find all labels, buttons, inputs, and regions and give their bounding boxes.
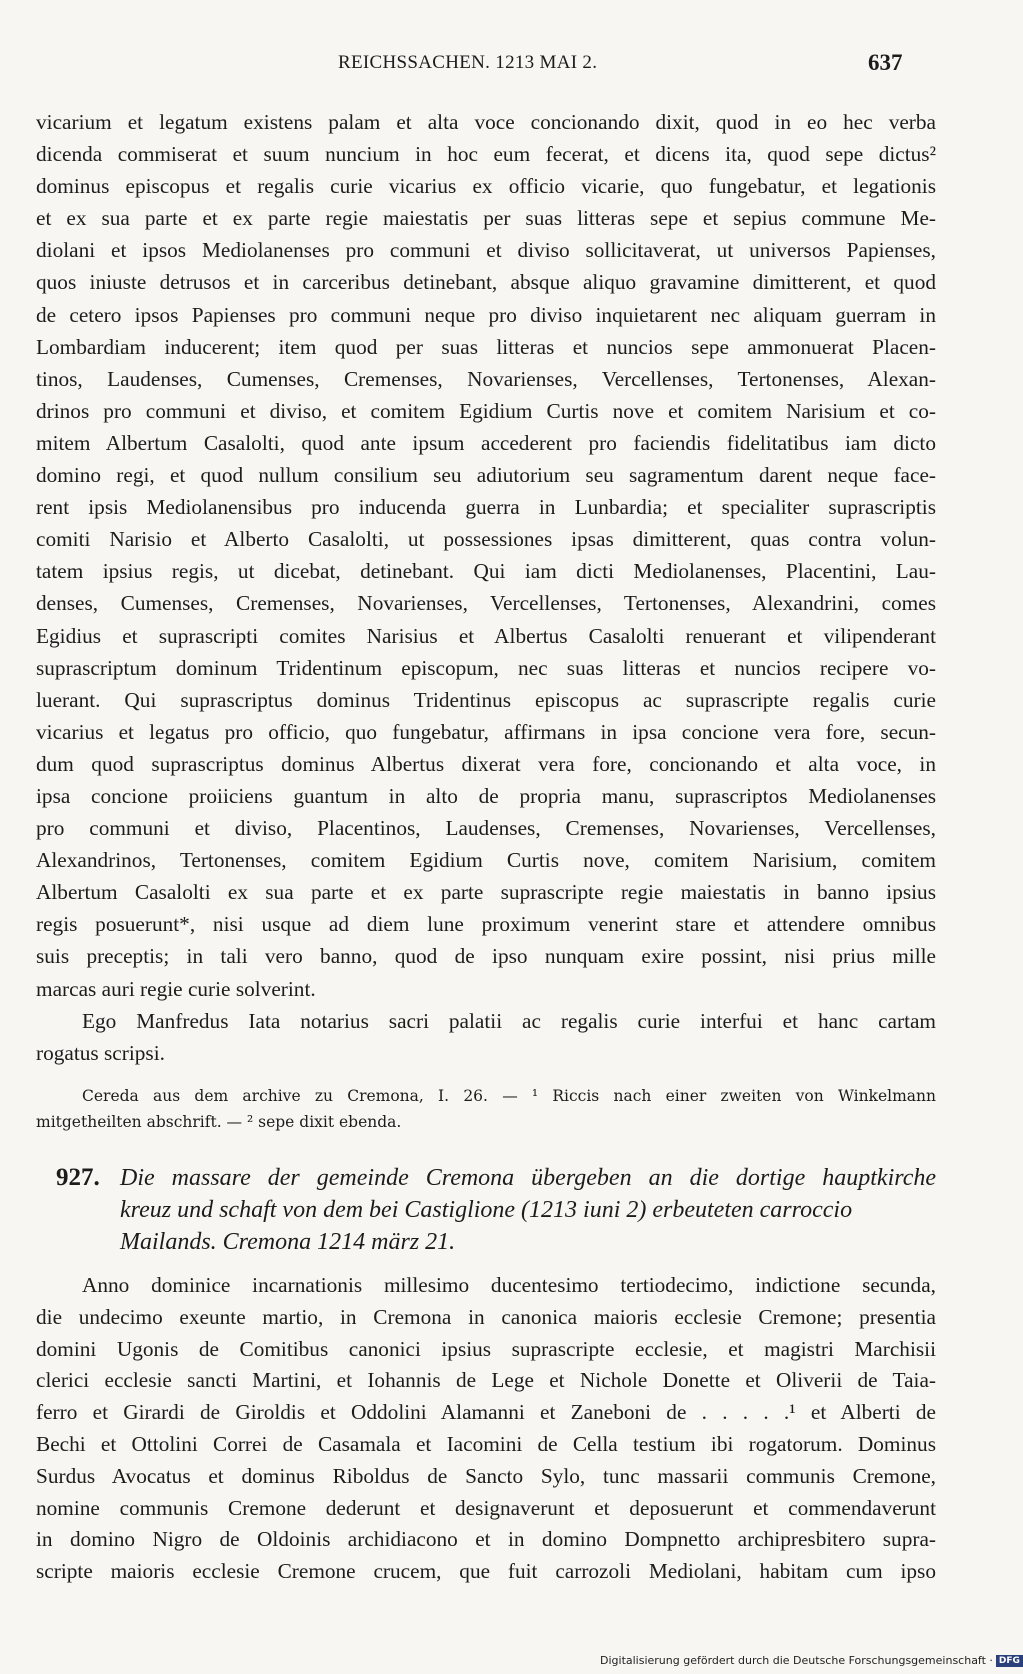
document-number: 927. [56, 1164, 100, 1191]
text-line: tinos, Laudenses, Cumenses, Cremenses, Novarienses, Vercellenses, Tertonenses, Alexan- [36, 366, 936, 391]
heading-line: kreuz und schaft von dem bei Castiglione (1213 iuni 2) erbeuteten carroccio [120, 1197, 853, 1223]
text-line: ferro et Girardi de Giroldis et Oddolini Alamanni et Zaneboni de . . . . .¹ et Alberti de [36, 1400, 936, 1425]
body-text [36, 106, 936, 1069]
text-line: de cetero ipsos Papienses pro communi neque pro diviso inquietarent nec aliquam guerram in [36, 302, 936, 327]
text-line: clerici ecclesie sancti Martini, et Iohannis de Lege et Nichole Donette et Oliverii de Taia- [36, 1368, 936, 1393]
document-heading [56, 1162, 936, 1258]
text-line: scripte maioris ecclesie Cremone crucem, que fuit carrozoli Mediolani, habitam cum ipso [36, 1559, 936, 1584]
text-line: ipsa concione proiiciens guantum in alto de propria manu, suprascriptos Mediolanenses [36, 783, 936, 808]
text-line: comiti Narisio et Alberto Casalolti, ut possessiones ipsas dimitterent, quas contra volun- [36, 527, 936, 552]
text-line: dicenda commiserat et suum nuncium in hoc eum fecerat, et dicens ita, quod sepe dictus² [36, 142, 936, 167]
text-line: suis preceptis; in tali vero banno, quod de ipso nunquam exire possint, nisi prius mille [36, 944, 936, 969]
running-head: REICHSSACHEN. 1213 MAI 2. [338, 52, 598, 73]
text-line: Lombardiam inducerent; item quod per suas litteras et nuncios sepe ammonuerat Placen- [36, 334, 936, 359]
text-line: vicarium et legatum existens palam et alta voce concionando dixit, quod in eo hec verba [36, 110, 936, 134]
footnote-line: Cereda aus dem archive zu Cremona, I. 26. — ¹ Riccis nach einer zweiten von Winkelmann [82, 1087, 936, 1105]
text-line: Bechi et Ottolini Correi de Casamala et Iacomini de Cella testium ibi rogatorum. Dominus [36, 1431, 936, 1456]
footnote-line: mitgetheilten abschrift. — ² sepe dixit ebenda. [36, 1113, 402, 1131]
digitization-credit [600, 1654, 1023, 1667]
text-line: Albertum Casalolti ex sua parte et ex parte suprascripte regie maiestatis in banno ipsius [36, 880, 936, 905]
text-line: drinos pro communi et diviso, et comitem Egidium Curtis nove et comitem Narisium et co- [36, 398, 936, 423]
text-line: et ex sua parte et ex parte regie maiestatis per suas litteras sepe et sepius commune Me- [36, 206, 936, 231]
text-line: domino regi, et quod nullum consilium seu adiutorium seu sagramentum darent neque face- [36, 463, 936, 488]
text-line: luerant. Qui suprascriptus dominus Tridentinus episcopus ac suprascripte regalis curie [36, 687, 936, 712]
text-line: nomine communis Cremone dederunt et designaverunt et deposuerunt et commendaverunt [36, 1495, 936, 1520]
page-header [0, 50, 1000, 80]
heading-line: Mailands. Cremona 1214 märz 21. [120, 1229, 456, 1255]
text-line: regis posuerunt*, nisi usque ad diem lune proximum venerint stare et attendere omnibus [36, 912, 936, 937]
credit-text: Digitalisierung gefördert durch die Deutsche Forschungsgemeinschaft · [600, 1654, 993, 1667]
text-line: dominus episcopus et regalis curie vicarius ex officio vicarie, quo fungebatur, et legationis [36, 174, 936, 199]
text-line: denses, Cumenses, Cremenses, Novarienses, Vercellenses, Tertonenses, Alexandrini, comes [36, 591, 936, 616]
text-line: suprascriptum dominum Tridentinum episcopum, nec suas litteras et nuncios recipere vo- [36, 655, 936, 680]
heading-text: Die massare der gemeinde Cremona übergeben an die dortige hauptkirche [120, 1165, 936, 1191]
text-line: dum quod suprascriptus dominus Albertus dixerat vera fore, concionando et alta voce, in [36, 751, 936, 776]
text-line: Egidius et suprascripti comites Narisius et Albertus Casalolti renuerant et vilipenderant [36, 623, 936, 648]
text-line: mitem Albertum Casalolti, quod ante ipsum accederent pro faciendis fidelitatibus iam dicto [36, 430, 936, 455]
signature-line: rogatus scripsi. [36, 1040, 165, 1065]
text-line: domini Ugonis de Comitibus canonici ipsius suprascripte ecclesie, et magistri Marchisii [36, 1336, 936, 1361]
text-line: vicarius et legatus pro officio, quo fungebatur, affirmans in ipsa concione vera fore, secun- [36, 719, 936, 744]
text-line: diolani et ipsos Mediolanenses pro communi et diviso sollicitaverat, ut universos Papienses, [36, 238, 936, 263]
signature-line: Ego Manfredus Iata notarius sacri palatii ac regalis curie interfui et hanc cartam [82, 1008, 936, 1033]
dfg-logo-icon: DFG [996, 1655, 1023, 1667]
document-body [36, 1270, 936, 1588]
text-line: marcas auri regie curie solverint. [36, 976, 316, 1001]
text-line: rent ipsis Mediolanensibus pro inducenda guerra in Lunbardia; et specialiter suprascriptis [36, 495, 936, 520]
footnotes [36, 1083, 936, 1135]
text-line: tatem ipsius regis, ut dicebat, detinebant. Qui iam dicti Mediolanenses, Placentini, Lau- [36, 559, 936, 584]
text-line: pro communi et diviso, Placentinos, Laudenses, Cremenses, Novarienses, Vercellenses, [36, 816, 936, 841]
text-line: quos iniuste detrusos et in carceribus detinebant, absque aliquo gravamine dimitterent, et quod [36, 270, 936, 295]
text-line: Anno dominice incarnationis millesimo ducentesimo tertiodecimo, indictione secunda, [82, 1273, 936, 1297]
text-line: Alexandrinos, Tertonenses, comitem Egidium Curtis nove, comitem Narisium, comitem [36, 848, 936, 873]
text-line: in domino Nigro de Oldoinis archidiacono et in domino Dompnetto archipresbitero supra- [36, 1527, 936, 1552]
page-number: 637 [868, 50, 903, 75]
text-line: Surdus Avocatus et dominus Riboldus de Sancto Sylo, tunc massarii communis Cremone, [36, 1463, 936, 1488]
text-line: die undecimo exeunte martio, in Cremona in canonica maioris ecclesie Cremone; presentia [36, 1304, 936, 1329]
heading-line [56, 1162, 936, 1194]
